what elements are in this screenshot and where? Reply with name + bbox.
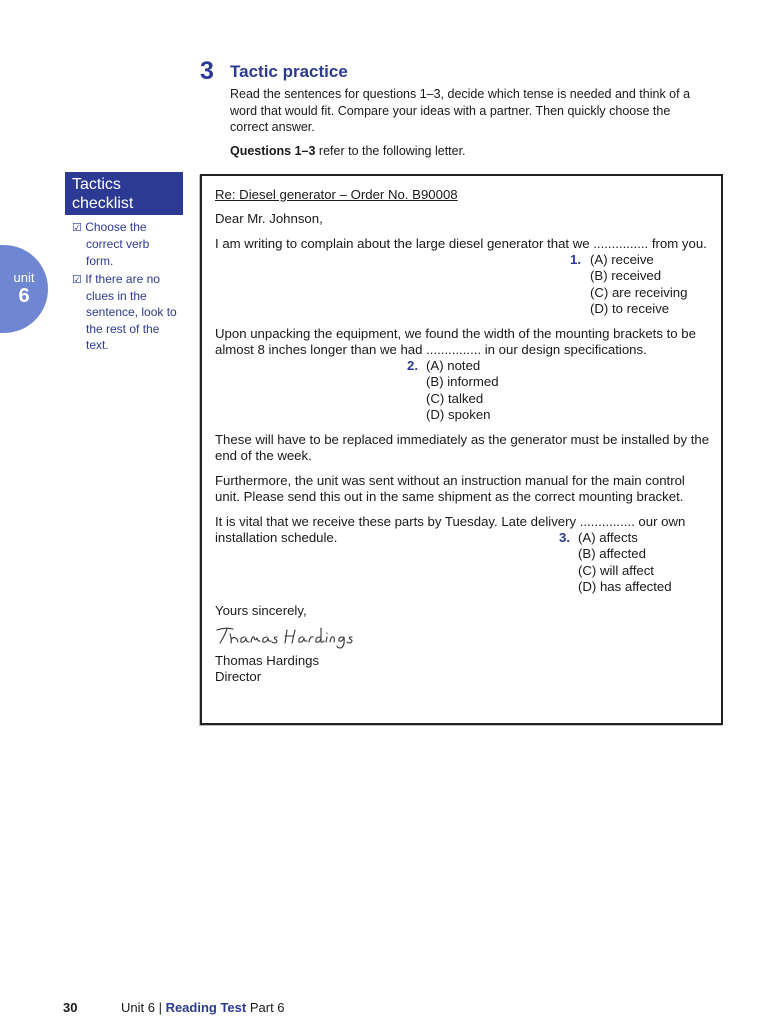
letter-greeting: Dear Mr. Johnson,: [215, 211, 323, 226]
question-3-option-a[interactable]: (A) affects: [578, 530, 638, 545]
checklist-item-text: Choose the: [85, 220, 147, 234]
unit-tab: [0, 245, 48, 333]
question-reference-bold: Questions 1–3: [230, 144, 316, 158]
letter-paragraph: I am writing to complain about the large diesel generator that we ............... from you.: [215, 236, 707, 251]
page-number: 30: [63, 1000, 78, 1015]
tactics-checklist-title: [65, 172, 183, 215]
signatory-name: Thomas Hardings: [215, 653, 320, 668]
question-3-option-c[interactable]: (C) will affect: [578, 563, 654, 578]
letter-paragraph: [215, 326, 715, 358]
section-number: 3: [200, 57, 214, 85]
letter-line: Upon unpacking the equipment, we found the width of the mounting brackets to be: [215, 326, 696, 341]
question-2-option-a[interactable]: (A) noted: [426, 358, 481, 373]
question-3-number: [559, 530, 570, 546]
checklist-item-text: sentence, look to: [86, 305, 177, 320]
question-number: 1.: [570, 252, 581, 267]
question-1-number: [570, 252, 581, 268]
letter-line: These will have to be replaced immediately as the generator must be installed by the: [215, 432, 710, 447]
instructions-line: Read the sentences for questions 1–3, decide which tense is needed and think of a: [230, 87, 691, 101]
question-3-option-d[interactable]: (D) has affected: [578, 579, 672, 594]
question-1-option-b[interactable]: (B) received: [590, 268, 662, 283]
checklist-item-text: form.: [86, 253, 114, 268]
unit-label: unit: [13, 270, 35, 285]
instructions-line: correct answer.: [230, 120, 315, 134]
letter-paragraph: [215, 473, 715, 505]
question-2-number: [407, 358, 418, 374]
checkbox-checked-icon: ☑: [72, 222, 82, 234]
letter-line: Furthermore, the unit was sent without an instruction manual for the main control: [215, 473, 685, 488]
checklist-item: [72, 219, 190, 269]
question-2-option-c[interactable]: (C) talked: [426, 391, 484, 406]
question-1-option-d[interactable]: (D) to receive: [590, 301, 670, 316]
instructions-line: word that would fit. Compare your ideas with a partner. Then quickly choose the: [230, 103, 671, 118]
question-reference: [230, 144, 466, 158]
section-title: Tactic practice: [230, 62, 348, 81]
checklist-item-text: text.: [86, 338, 109, 353]
letter-subject: Re: Diesel generator – Order No. B90008: [215, 187, 458, 202]
question-3-option-b[interactable]: (B) affected: [578, 546, 646, 561]
letter-closing: Yours sincerely,: [215, 603, 307, 618]
letter-paragraph: [215, 432, 715, 464]
checkbox-checked-icon: ☑: [72, 273, 82, 286]
checklist-item: [72, 271, 190, 353]
letter-line: almost 8 inches longer than we had ............... in our design specifications.: [215, 342, 647, 358]
checklist-title-line2: checklist: [72, 195, 134, 212]
question-1-option-c[interactable]: (C) are receiving: [590, 285, 688, 300]
letter-line: end of the week.: [215, 448, 312, 464]
footer-part: Part 6: [246, 1000, 285, 1015]
footer-unit: Unit 6 |: [121, 1000, 166, 1015]
letter-paragraph: [215, 514, 715, 546]
question-number: 2.: [407, 358, 418, 373]
letter-line: unit. Please send this out in the same shipment as the correct mounting bracket.: [215, 489, 684, 505]
question-number: 3.: [559, 530, 570, 545]
tactics-checklist: [72, 219, 190, 355]
checklist-title-line1: Tactics: [72, 176, 121, 193]
question-2-option-b[interactable]: (B) informed: [426, 374, 499, 389]
checklist-item-text: If there are no: [85, 271, 160, 286]
signatory-title: Director: [215, 669, 262, 684]
question-1-option-a[interactable]: (A) receive: [590, 252, 654, 267]
letter-line: It is vital that we receive these parts by Tuesday. Late delivery ............... our own: [215, 514, 686, 529]
question-2-option-d[interactable]: (D) spoken: [426, 407, 491, 422]
footer-running-title: [121, 1000, 285, 1015]
checklist-item-text: clues in the: [86, 289, 147, 304]
footer-test: Reading Test: [165, 1000, 247, 1015]
question-reference-text: refer to the following letter.: [315, 144, 466, 158]
unit-number: 6: [18, 285, 30, 307]
letter-line: installation schedule.: [215, 530, 338, 546]
checklist-item-text: correct verb: [86, 237, 150, 252]
handwritten-signature: [215, 624, 365, 650]
instructions: [230, 86, 720, 136]
checklist-item-text: the rest of the: [86, 321, 160, 336]
